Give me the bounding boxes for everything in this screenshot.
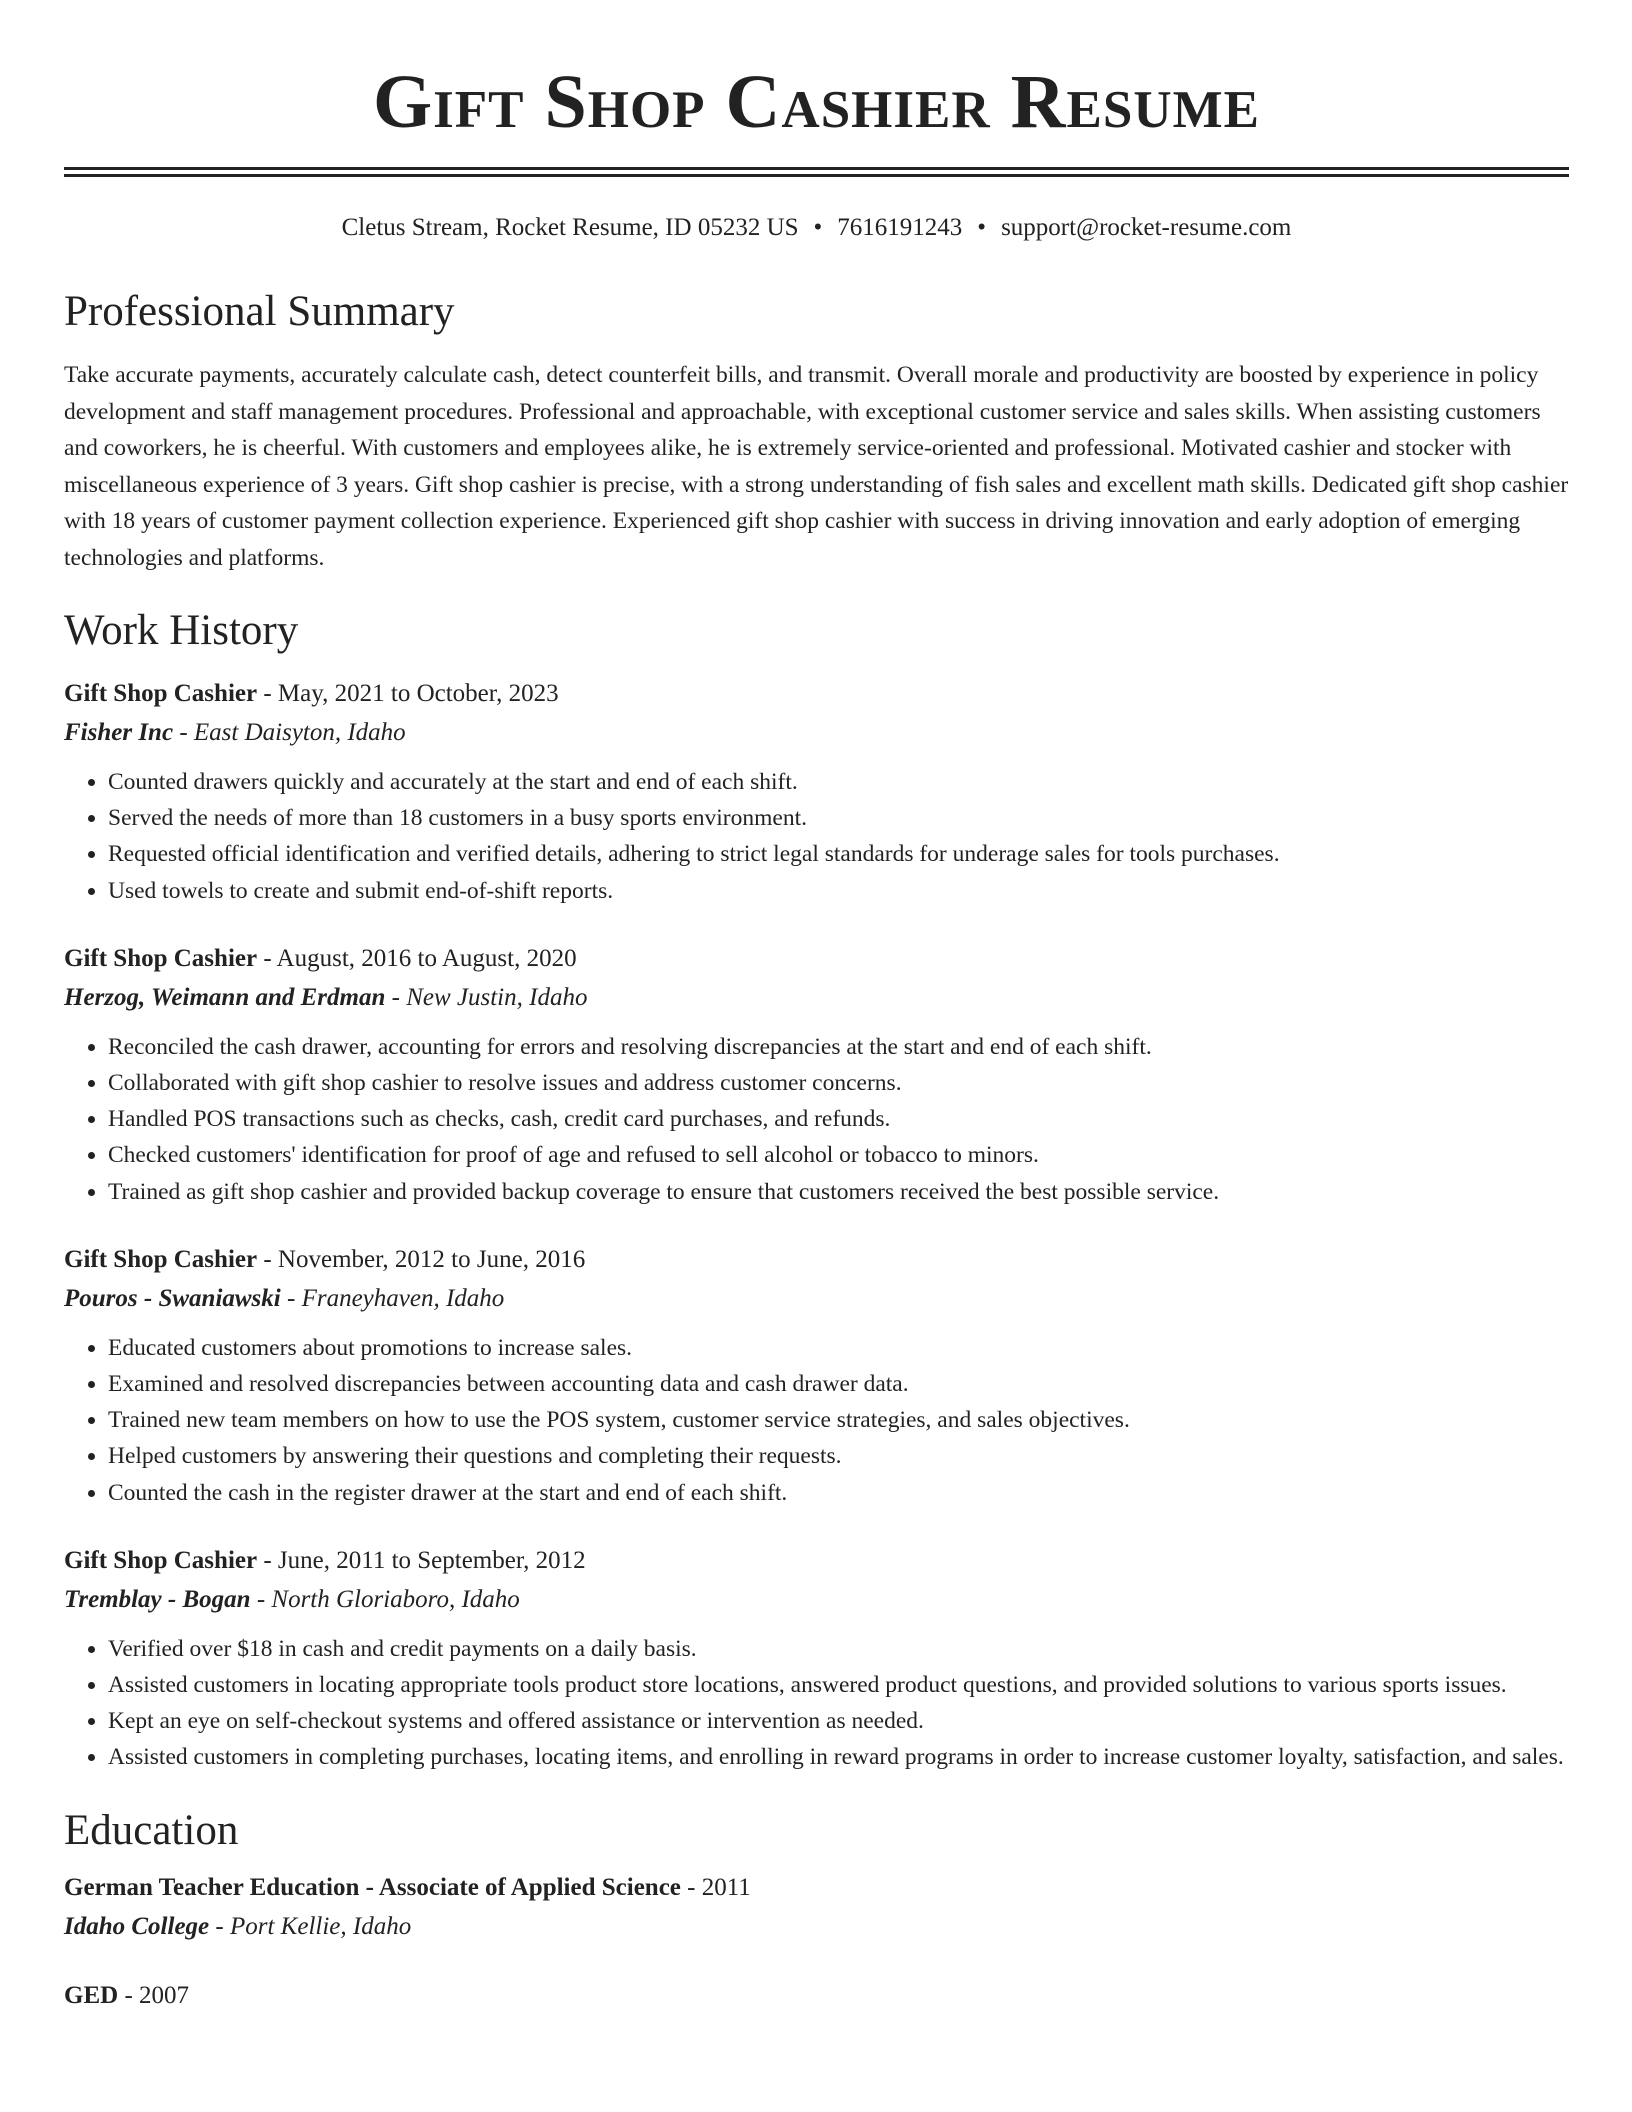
job-bullet: • Counted drawers quickly and accurately at the start and end of each shift.	[108, 764, 1569, 800]
job-bullets	[64, 1029, 1569, 1210]
job-company: Pouros - Swaniawski	[64, 1284, 281, 1312]
job-location: - East Daisyton, Idaho	[173, 719, 406, 746]
job-location: - New Justin, Idaho	[385, 983, 588, 1011]
job-bullet: • Served the needs of more than 18 customers in a busy sports environment.	[108, 800, 1569, 836]
education-school-line	[64, 1907, 1569, 1946]
education-degree-line	[64, 1976, 1569, 2015]
job-dates: - August, 2016 to August, 2020	[257, 944, 577, 972]
job-bullet: • Helped customers by answering their questions and completing their requests.	[108, 1438, 1569, 1474]
contact-separator: •	[813, 214, 823, 241]
title-double-rule	[64, 167, 1569, 177]
job-title-line	[64, 1541, 1569, 1580]
contact-line	[64, 213, 1569, 243]
resume-title: Gift Shop Cashier Resume	[372, 60, 1261, 144]
job-location: - North Gloriaboro, Idaho	[250, 1585, 520, 1613]
job-entry	[64, 674, 1569, 909]
job-bullet: • Used towels to create and submit end-of-shift reports.	[108, 873, 1569, 909]
education-location: - Port Kellie, Idaho	[209, 1912, 412, 1940]
education-degree-line	[64, 1868, 1569, 1907]
job-bullet: • Checked customers' identification for proof of age and refused to sell alcohol or tobacco to minors.	[108, 1137, 1569, 1173]
job-bullet: • Educated customers about promotions to increase sales.	[108, 1330, 1569, 1366]
job-bullets	[64, 1330, 1569, 1511]
job-bullet: • Requested official identification and verified details, adhering to strict legal standards for underage sales for tools purchases.	[108, 836, 1569, 872]
job-bullet: • Verified over $18 in cash and credit payments on a daily basis.	[108, 1631, 1569, 1667]
education-year: - 2011	[680, 1873, 751, 1901]
contact-phone: 7616191243	[837, 214, 963, 241]
education-entry	[64, 1976, 1569, 2015]
job-dates: - May, 2021 to October, 2023	[257, 680, 559, 707]
job-company-line	[64, 978, 1569, 1017]
job-title: Gift Shop Cashier	[64, 1245, 258, 1273]
job-title-line	[64, 674, 1569, 713]
work-history-heading: Work History	[64, 607, 299, 654]
job-bullet: • Collaborated with gift shop cashier to resolve issues and address customer concerns.	[108, 1065, 1569, 1101]
job-bullet: • Examined and resolved discrepancies between accounting data and cash drawer data.	[108, 1366, 1569, 1402]
resume-page	[64, 0, 1569, 2015]
job-bullet: • Reconciled the cash drawer, accounting for errors and resolving discrepancies at the start and end of each shift.	[108, 1029, 1569, 1065]
job-title: Gift Shop Cashier	[64, 1546, 258, 1574]
education-entry	[64, 1868, 1569, 1946]
job-company: Fisher Inc	[64, 719, 174, 746]
job-title-line	[64, 1240, 1569, 1279]
job-company: Tremblay - Bogan	[64, 1585, 251, 1613]
job-company-line	[64, 1279, 1569, 1318]
education-degree: GED	[64, 1981, 119, 2009]
contact-email[interactable]: support@rocket-resume.com	[1001, 214, 1292, 241]
job-company-line	[64, 713, 1569, 752]
job-title-line	[64, 939, 1569, 978]
job-dates: - June, 2011 to September, 2012	[257, 1546, 586, 1574]
job-entry	[64, 1240, 1569, 1511]
job-bullet: • Kept an eye on self-checkout systems and offered assistance or intervention as needed.	[108, 1703, 1569, 1739]
education-year: - 2007	[118, 1981, 190, 2009]
summary-heading: Professional Summary	[64, 288, 455, 335]
job-entry	[64, 1541, 1569, 1776]
contact-address: Cletus Stream, Rocket Resume, ID 05232 US	[341, 214, 799, 241]
job-title: Gift Shop Cashier	[64, 680, 258, 707]
education-heading: Education	[64, 1806, 239, 1854]
job-company-line	[64, 1580, 1569, 1619]
job-bullet: • Trained as gift shop cashier and provided backup coverage to ensure that customers received the best possible service.	[108, 1174, 1569, 1210]
job-bullet: • Assisted customers in locating appropriate tools product store locations, answered product questions, and provided solutions to various sports issues.	[108, 1667, 1569, 1703]
job-dates: - November, 2012 to June, 2016	[257, 1245, 586, 1273]
education-degree: German Teacher Education - Associate of Applied Science	[64, 1873, 681, 1901]
job-bullets	[64, 764, 1569, 909]
job-title: Gift Shop Cashier	[64, 944, 258, 972]
contact-separator: •	[977, 214, 987, 241]
job-bullet: • Handled POS transactions such as checks, cash, credit card purchases, and refunds.	[108, 1101, 1569, 1137]
job-company: Herzog, Weimann and Erdman	[64, 983, 386, 1011]
summary-text: Take accurate payments, accurately calculate cash, detect counterfeit bills, and transmit. Overall morale and productivity are boosted by experience in policy development and staff management procedures. Professional and approachable, with exceptional customer service and sales skills. When assisting customers and coworkers, he is cheerful. With customers and employees alike, he is extremely service-oriented and professional. Motivated cashier and stocker with miscellaneous experience of 3 years. Gift shop cashier is precise, with a strong understanding of fish sales and excellent math skills. Dedicated gift shop cashier with 18 years of customer payment collection experience. Experienced gift shop cashier with success in driving innovation and early adoption of emerging technologies and platforms.	[64, 362, 1569, 571]
job-bullets	[64, 1631, 1569, 1776]
job-bullet: • Counted the cash in the register drawer at the start and end of each shift.	[108, 1475, 1569, 1511]
job-bullet: • Trained new team members on how to use the POS system, customer service strategies, and sales objectives.	[108, 1402, 1569, 1438]
education-school: Idaho College	[64, 1912, 210, 1940]
job-bullet: • Assisted customers in completing purchases, locating items, and enrolling in reward programs in order to increase customer loyalty, satisfaction, and sales.	[108, 1739, 1569, 1775]
job-entry	[64, 939, 1569, 1210]
job-location: - Franeyhaven, Idaho	[280, 1284, 505, 1312]
